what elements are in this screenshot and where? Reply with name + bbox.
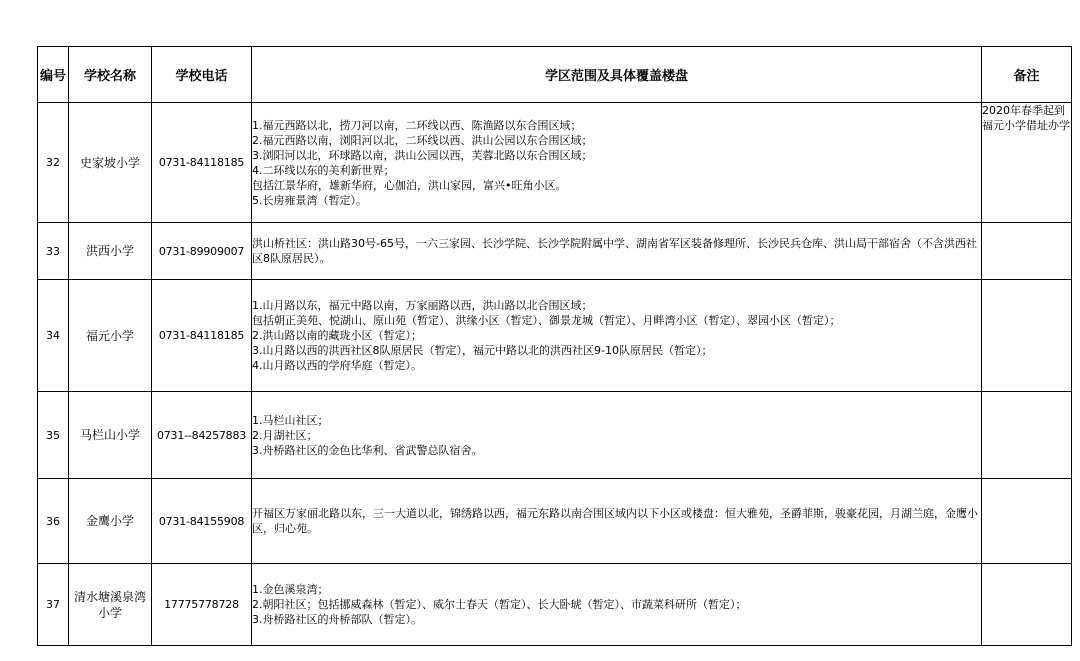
scope-line: 3.山月路以西的洪西社区8队原居民（暂定），福元中路以北的洪西社区9-10队原居民（暂定）； — [252, 344, 713, 357]
row-district-scope — [252, 280, 982, 392]
scope-line: 包括朝正美苑、悦湖山、原山苑（暂定）、洪缘小区（暂定）、御景龙城（暂定）、月畔湾小区（暂定）、翠园小区（暂定）； — [252, 314, 841, 327]
row-num: 37 — [38, 564, 69, 646]
scope-line: 1.金色溪泉湾； — [252, 583, 329, 596]
row-note: 2020年春季起到福元小学借址办学 — [982, 103, 1072, 223]
row-school-phone: 0731-84118185 — [152, 280, 252, 392]
scope-line: 包括江景华府，雄新华府，心伽泊，洪山家园，富兴•旺角小区。 — [252, 178, 567, 192]
row-note — [982, 223, 1072, 280]
table-row — [38, 392, 1072, 479]
row-num: 34 — [38, 280, 69, 392]
scope-line: 2.洪山路以南的藏珑小区（暂定）； — [252, 329, 422, 342]
row-school-phone: 0731-84118185 — [152, 103, 252, 223]
scope-line: 1.山月路以东，福元中路以南，万家丽路以西，洪山路以北合围区域； — [252, 299, 593, 312]
scope-line: 2.福元西路以南，浏阳河以北，二环线以西、洪山公园以东合围区域； — [252, 133, 593, 147]
header-district-scope: 学区范围及具体覆盖楼盘 — [252, 47, 982, 103]
table-row — [38, 564, 1072, 646]
table-header-row — [38, 47, 1072, 103]
row-num: 32 — [38, 103, 69, 223]
scope-line: 4.山月路以西的学府华庭（暂定）。 — [252, 359, 422, 372]
row-num: 36 — [38, 479, 69, 564]
scope-line: 3.舟桥路社区的舟桥部队（暂定）。 — [252, 613, 422, 626]
scope-line: 3.舟桥路社区的金色比华利、省武警总队宿舍。 — [252, 443, 483, 457]
header-school-phone: 学校电话 — [152, 47, 252, 103]
row-district-scope — [252, 223, 982, 280]
row-school-phone: 0731--84257883 — [152, 392, 252, 479]
scope-line: 2.月湖社区； — [252, 428, 318, 442]
header-num: 编号 — [38, 47, 69, 103]
scope-line: 洪山桥社区：洪山路30号-65号，一六三家园、长沙学院、长沙学院附属中学、湖南省军区装备修理所、长沙民兵仓库、洪山局干部宿舍（不含洪西社区8队原居民）。 — [252, 237, 977, 265]
row-school-name: 马栏山小学 — [69, 392, 152, 479]
table-row — [38, 223, 1072, 280]
table-row — [38, 280, 1072, 392]
header-school-name: 学校名称 — [69, 47, 152, 103]
row-note — [982, 564, 1072, 646]
scope-line: 1.福元西路以北，捞刀河以南，二环线以西、陈渔路以东合围区域； — [252, 118, 582, 132]
row-num: 35 — [38, 392, 69, 479]
row-school-name: 清水塘溪泉湾小学 — [69, 564, 152, 646]
row-district-scope — [252, 392, 982, 479]
scope-line: 5.长房雍景湾（暂定）。 — [252, 193, 367, 207]
row-note — [982, 392, 1072, 479]
table-row — [38, 103, 1072, 223]
row-num: 33 — [38, 223, 69, 280]
row-school-phone: 0731-89909007 — [152, 223, 252, 280]
row-district-scope — [252, 103, 982, 223]
scope-line: 2.朝阳社区；包括挪威森林（暂定）、威尔士春天（暂定）、长大卧琥（暂定）、市蔬菜科研所（暂定）； — [252, 598, 747, 611]
row-school-name: 史家坡小学 — [69, 103, 152, 223]
row-district-scope — [252, 479, 982, 564]
scope-line: 3.浏阳河以北，环球路以南，洪山公园以西，芙蓉北路以东合围区域； — [252, 148, 593, 162]
scope-line: 开福区万家丽北路以东，三一大道以北，锦绣路以西，福元东路以南合围区域内以下小区或楼盘：恒大雅苑，圣爵菲斯，骏豪花园，月湖兰庭，金鹰小区，归心苑。 — [252, 507, 978, 535]
row-school-name: 金鹰小学 — [69, 479, 152, 564]
row-note — [982, 280, 1072, 392]
scope-line: 1.马栏山社区； — [252, 413, 329, 427]
scope-line: 4.二环线以东的美利新世界； — [252, 163, 395, 177]
row-school-name: 福元小学 — [69, 280, 152, 392]
school-district-table — [37, 46, 1072, 646]
table-row — [38, 479, 1072, 564]
row-school-name: 洪西小学 — [69, 223, 152, 280]
row-note — [982, 479, 1072, 564]
row-school-phone: 17775778728 — [152, 564, 252, 646]
header-note: 备注 — [982, 47, 1072, 103]
row-district-scope — [252, 564, 982, 646]
row-school-phone: 0731-84155908 — [152, 479, 252, 564]
